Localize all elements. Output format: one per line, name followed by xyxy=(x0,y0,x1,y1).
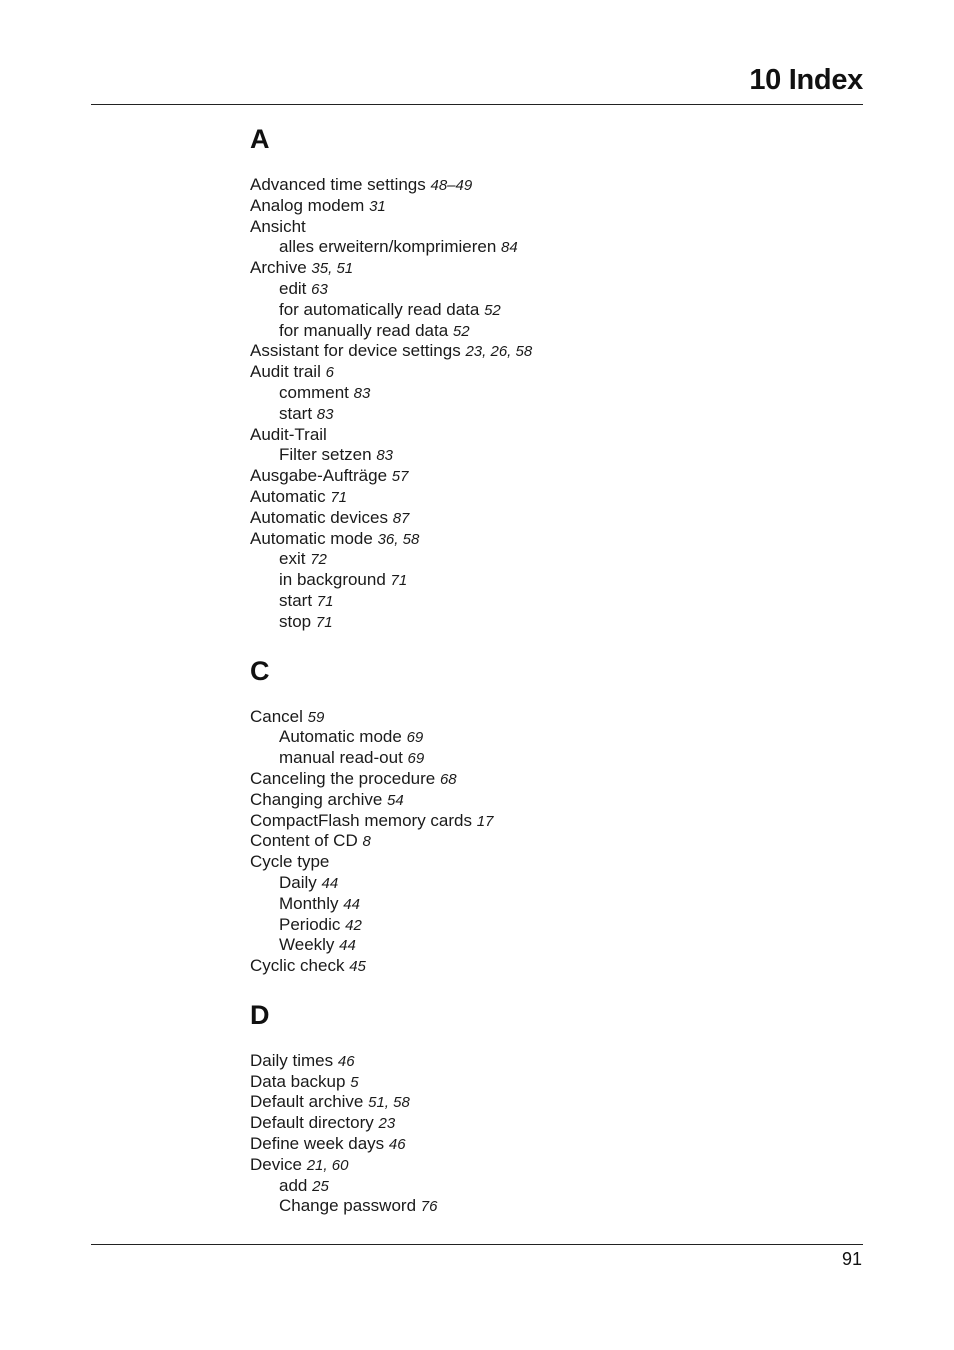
entry-page-numbers: 35, 51 xyxy=(311,260,354,278)
entry-term: Monthly xyxy=(279,893,339,913)
entry-term: start xyxy=(279,590,313,610)
footer-divider xyxy=(91,1244,863,1245)
entry-page-numbers: 17 xyxy=(476,812,494,830)
index-entry xyxy=(250,217,850,238)
index-subentry xyxy=(250,748,850,769)
index-subentry xyxy=(250,237,850,258)
entry-term: Data backup xyxy=(250,1071,346,1091)
entry-page-numbers: 71 xyxy=(390,572,408,590)
entry-page-numbers: 8 xyxy=(362,833,371,851)
section-gap xyxy=(250,977,850,996)
entry-page-numbers: 48–49 xyxy=(430,177,473,194)
entry-term: Automatic mode xyxy=(250,528,373,548)
index-entry xyxy=(250,529,850,550)
entry-term: Ansicht xyxy=(250,216,306,236)
index-subentry xyxy=(250,873,850,894)
entry-term: comment xyxy=(279,382,349,402)
entry-page-numbers: 76 xyxy=(420,1198,438,1216)
entry-page-numbers: 23, 26, 58 xyxy=(465,343,533,361)
entry-term: Cancel xyxy=(250,706,303,726)
entry-page-numbers: 46 xyxy=(388,1136,406,1154)
section-gap xyxy=(250,633,850,652)
entry-page-numbers: 45 xyxy=(349,958,366,976)
entry-term: Content of CD xyxy=(250,831,358,851)
index-subentry xyxy=(250,1176,850,1197)
entry-page-numbers: 44 xyxy=(343,895,360,913)
entry-term: Automatic xyxy=(250,486,326,506)
index-subentry xyxy=(250,935,850,956)
index-entry xyxy=(250,707,850,728)
page-title: 10 Index xyxy=(749,64,863,96)
index-entry xyxy=(250,1113,850,1134)
index-subentry xyxy=(250,383,850,404)
index-body xyxy=(250,120,850,1217)
index-entry xyxy=(250,508,850,529)
entry-term: Change password xyxy=(279,1196,417,1216)
entry-term: start xyxy=(279,403,313,423)
entry-term: Cycle type xyxy=(250,852,330,872)
index-entry xyxy=(250,1155,850,1176)
entry-term: manual read-out xyxy=(279,748,403,768)
entry-page-numbers: 72 xyxy=(310,551,327,569)
index-entry-list xyxy=(250,175,850,633)
index-subentry xyxy=(250,445,850,466)
section-letter: A xyxy=(250,124,270,154)
entry-term: CompactFlash memory cards xyxy=(250,810,473,830)
entry-page-numbers: 57 xyxy=(391,468,409,486)
entry-page-numbers: 51, 58 xyxy=(368,1094,410,1112)
index-subentry xyxy=(250,1196,850,1217)
index-subentry xyxy=(250,894,850,915)
entry-page-numbers: 84 xyxy=(501,239,518,257)
entry-term: Audit-Trail xyxy=(250,424,327,444)
index-subentry xyxy=(250,549,850,570)
entry-page-numbers: 83 xyxy=(316,405,334,423)
entry-page-numbers: 5 xyxy=(350,1073,359,1091)
entry-term: Default directory xyxy=(250,1113,374,1133)
entry-term: Audit trail xyxy=(250,362,321,382)
index-subentry xyxy=(250,727,850,748)
entry-term: Canceling the procedure xyxy=(250,768,436,788)
entry-page-numbers: 44 xyxy=(321,874,339,892)
entry-page-numbers: 63 xyxy=(311,280,328,298)
index-entry xyxy=(250,831,850,852)
entry-term: Archive xyxy=(250,258,307,278)
entry-page-numbers: 6 xyxy=(325,364,334,382)
index-entry xyxy=(250,769,850,790)
entry-term: Automatic mode xyxy=(279,727,402,747)
entry-term: Cyclic check xyxy=(250,956,345,976)
index-section-c xyxy=(250,652,850,977)
entry-page-numbers: 52 xyxy=(452,322,470,340)
index-entry xyxy=(250,790,850,811)
entry-term: Ausgabe-Aufträge xyxy=(250,466,388,486)
entry-page-numbers: 23 xyxy=(378,1115,396,1133)
entry-page-numbers: 83 xyxy=(376,447,394,465)
index-entry xyxy=(250,811,850,832)
index-subentry xyxy=(250,279,850,300)
entry-page-numbers: 69 xyxy=(406,729,424,747)
entry-page-numbers: 68 xyxy=(439,770,457,788)
entry-page-numbers: 71 xyxy=(316,592,334,610)
section-letter: D xyxy=(250,999,270,1030)
entry-term: edit xyxy=(279,278,307,298)
entry-page-numbers: 44 xyxy=(339,937,356,955)
entry-page-numbers: 21, 60 xyxy=(306,1156,349,1174)
index-subentry xyxy=(250,404,850,425)
entry-page-numbers: 83 xyxy=(353,384,371,402)
entry-term: Daily xyxy=(279,872,317,892)
index-subentry xyxy=(250,570,850,591)
entry-term: Define week days xyxy=(250,1134,385,1154)
entry-term: in background xyxy=(279,570,386,590)
entry-page-numbers: 36, 58 xyxy=(377,530,420,548)
entry-page-numbers: 71 xyxy=(330,488,348,506)
entry-term: Periodic xyxy=(279,914,341,934)
entry-page-numbers: 25 xyxy=(312,1177,329,1195)
entry-page-numbers: 59 xyxy=(307,708,325,726)
index-entry xyxy=(250,175,850,196)
entry-term: Filter setzen xyxy=(279,445,372,465)
index-entry xyxy=(250,852,850,873)
entry-page-numbers: 69 xyxy=(407,750,425,768)
entry-page-numbers: 31 xyxy=(369,197,386,215)
entry-page-numbers: 54 xyxy=(387,791,404,809)
entry-page-numbers: 71 xyxy=(315,613,333,631)
entry-term: exit xyxy=(279,549,306,569)
entry-term: add xyxy=(279,1175,308,1195)
entry-page-numbers: 42 xyxy=(345,916,362,934)
index-entry-list xyxy=(250,1051,850,1217)
index-subentry xyxy=(250,612,850,633)
entry-term: Changing archive xyxy=(250,789,383,809)
section-letter: C xyxy=(250,655,270,686)
entry-term: Advanced time settings xyxy=(250,175,426,194)
entry-term: Daily times xyxy=(250,1050,334,1070)
entry-term: Analog modem xyxy=(250,195,365,215)
index-section-d xyxy=(250,996,850,1217)
index-entry xyxy=(250,1072,850,1093)
entry-term: Automatic devices xyxy=(250,507,388,527)
entry-term: for manually read data xyxy=(279,320,449,340)
index-subentry xyxy=(250,591,850,612)
index-entry xyxy=(250,1134,850,1155)
index-entry xyxy=(250,196,850,217)
index-entry xyxy=(250,956,850,977)
entry-term: Assistant for device settings xyxy=(250,341,461,361)
entry-page-numbers: 52 xyxy=(484,301,501,319)
index-entry xyxy=(250,487,850,508)
page-number: 91 xyxy=(841,1249,862,1269)
entry-page-numbers: 87 xyxy=(392,509,410,527)
entry-term: Weekly xyxy=(279,935,335,955)
entry-term: Device xyxy=(250,1154,302,1174)
entry-term: stop xyxy=(279,611,312,631)
index-entry xyxy=(250,425,850,446)
index-section-a xyxy=(250,120,850,633)
index-entry xyxy=(250,1092,850,1113)
entry-term: alles erweitern/komprimieren xyxy=(279,237,497,257)
index-subentry xyxy=(250,321,850,342)
index-entry xyxy=(250,466,850,487)
index-entry xyxy=(250,1051,850,1072)
index-entry-list xyxy=(250,707,850,977)
index-entry xyxy=(250,362,850,383)
entry-term: Default archive xyxy=(250,1092,364,1112)
entry-page-numbers: 46 xyxy=(337,1052,355,1070)
index-entry xyxy=(250,341,850,362)
index-subentry xyxy=(250,915,850,936)
index-subentry xyxy=(250,300,850,321)
entry-term: for automatically read data xyxy=(279,299,480,319)
index-entry xyxy=(250,258,850,279)
header-divider xyxy=(91,104,863,105)
